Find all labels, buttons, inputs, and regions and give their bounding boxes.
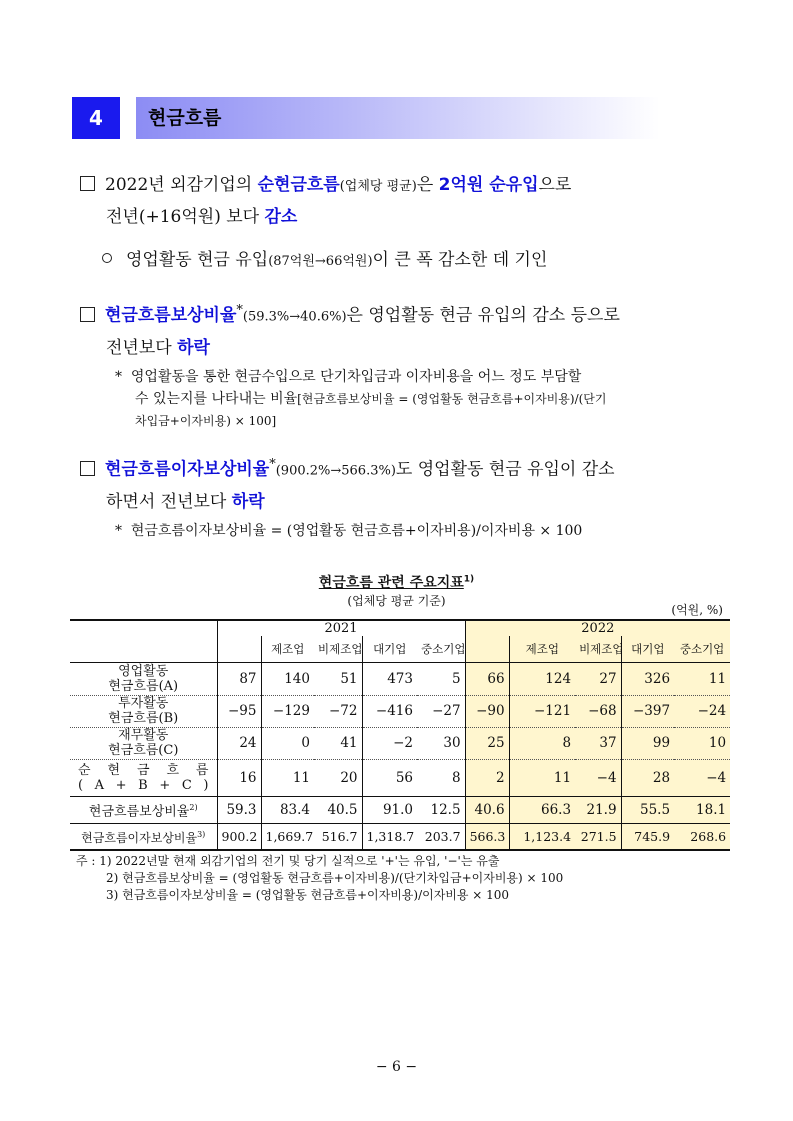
checkbox-bullet-icon <box>80 307 95 322</box>
col-large: 대기업 <box>362 636 417 662</box>
col-large: 대기업 <box>621 636 674 662</box>
col-sme: 중소기업 <box>674 636 730 662</box>
table-unit: (억원, %) <box>671 603 723 617</box>
section-title: 현금흐름 <box>148 107 222 129</box>
table-row: 재무활동 현금흐름(C) 24 0 41 −2 30 25 8 37 99 10 <box>70 727 730 759</box>
section-title-band <box>136 97 660 139</box>
sub-bullet-operating-inflow: 영업활동 현금 유입(87억원→66억원)이 큰 폭 감소한 데 기인 <box>102 245 702 277</box>
table-row: 현금흐름보상비율$^{2)}$ 59.3 83.4 40.5 91.0 12.5 40.6 66.3 21.9 55.5 18.1 <box>70 796 730 823</box>
row-label: 현금흐름이자보상비율$^{3)}$ <box>70 823 217 850</box>
table-row: 순 현 금 흐 름 ( A + B + C ) 16 11 20 56 8 2 11 −4 28 −4 <box>70 759 730 796</box>
col-manufacturing: 제조업 <box>509 636 575 662</box>
checkbox-bullet-icon <box>80 176 95 191</box>
col-sme: 중소기업 <box>417 636 465 662</box>
table-row: 영업활동 현금흐름(A) 87 140 51 473 5 66 124 27 326 11 <box>70 662 730 695</box>
row-label: 영업활동 현금흐름(A) <box>70 662 217 695</box>
table-row: 현금흐름이자보상비율$^{3)}$ 900.2 1,669.7 516.7 1,318.7 203.7 566.3 1,123.4 271.5 745.9 268.6 <box>70 823 730 850</box>
note-interest-coverage-definition: * 현금흐름이자보상비율 = (영업활동 현금흐름+이자비용)/이자비용 × 100 <box>115 523 583 539</box>
table-subtitle: (업체당 평균 기준) <box>347 594 446 608</box>
paragraph-cashflow-coverage: 현금흐름보상비율*(59.3%→40.6%)은 영업활동 현금 유입의 감소 등으로 전년보다 하락 <box>80 296 720 363</box>
paragraph-net-cashflow: 2022년 외감기업의 순현금흐름(업체당 평균)은 2억원 순유입으로 전년(+16억원) 보다 감소 <box>80 170 720 232</box>
note-coverage-definition: * 영업활동을 통한 현금수입으로 단기차입금과 이자비용을 어느 정도 부담할 수 있는지를 나타내는 비율[현금흐름보상비율 = (영업활동 현금흐름+이자비용)/(단기 차입금+이자비용) × 100] <box>115 369 607 428</box>
row-label: 순 현 금 흐 름 ( A + B + C ) <box>70 759 217 796</box>
row-label: 현금흐름보상비율$^{2)}$ <box>70 796 217 823</box>
table-title: 현금흐름 관련 주요지표$^{1)}$ <box>318 574 475 591</box>
page-number: − 6 − <box>375 1059 418 1075</box>
col-non-manufacturing: 비제조업 <box>575 636 621 662</box>
table-row: 투자활동 현금흐름(B) −95 −129 −72 −416 −27 −90 −121 −68 −397 −24 <box>70 695 730 727</box>
section-number: 4 <box>72 97 120 139</box>
section-header <box>72 97 660 139</box>
row-label: 투자활동 현금흐름(B) <box>70 695 217 727</box>
circle-bullet-icon <box>102 253 112 263</box>
checkbox-bullet-icon <box>80 461 95 476</box>
row-label: 재무활동 현금흐름(C) <box>70 727 217 759</box>
cashflow-indicators-table <box>70 619 730 851</box>
col-manufacturing: 제조업 <box>261 636 314 662</box>
year-header-2022: 2022 <box>465 620 730 636</box>
year-header-2021: 2021 <box>217 620 465 636</box>
col-non-manufacturing: 비제조업 <box>314 636 362 662</box>
table-footnotes: 주 : 1) 2022년말 현재 외감기업의 전기 및 당기 실적으로 '+'는 유입, '−'는 유출 2) 현금흐름보상비율 = (영업활동 현금흐름+이자비용)/(단기차입금+이자비용) × 100 3) 현금흐름이자보상비율 = (영업활동 현금흐름+이자비용)/이자비용 × 100 <box>76 854 564 902</box>
paragraph-interest-coverage: 현금흐름이자보상비율*(900.2%→566.3%)도 영업활동 현금 유입이 감소 하면서 전년보다 하락 <box>80 450 720 517</box>
